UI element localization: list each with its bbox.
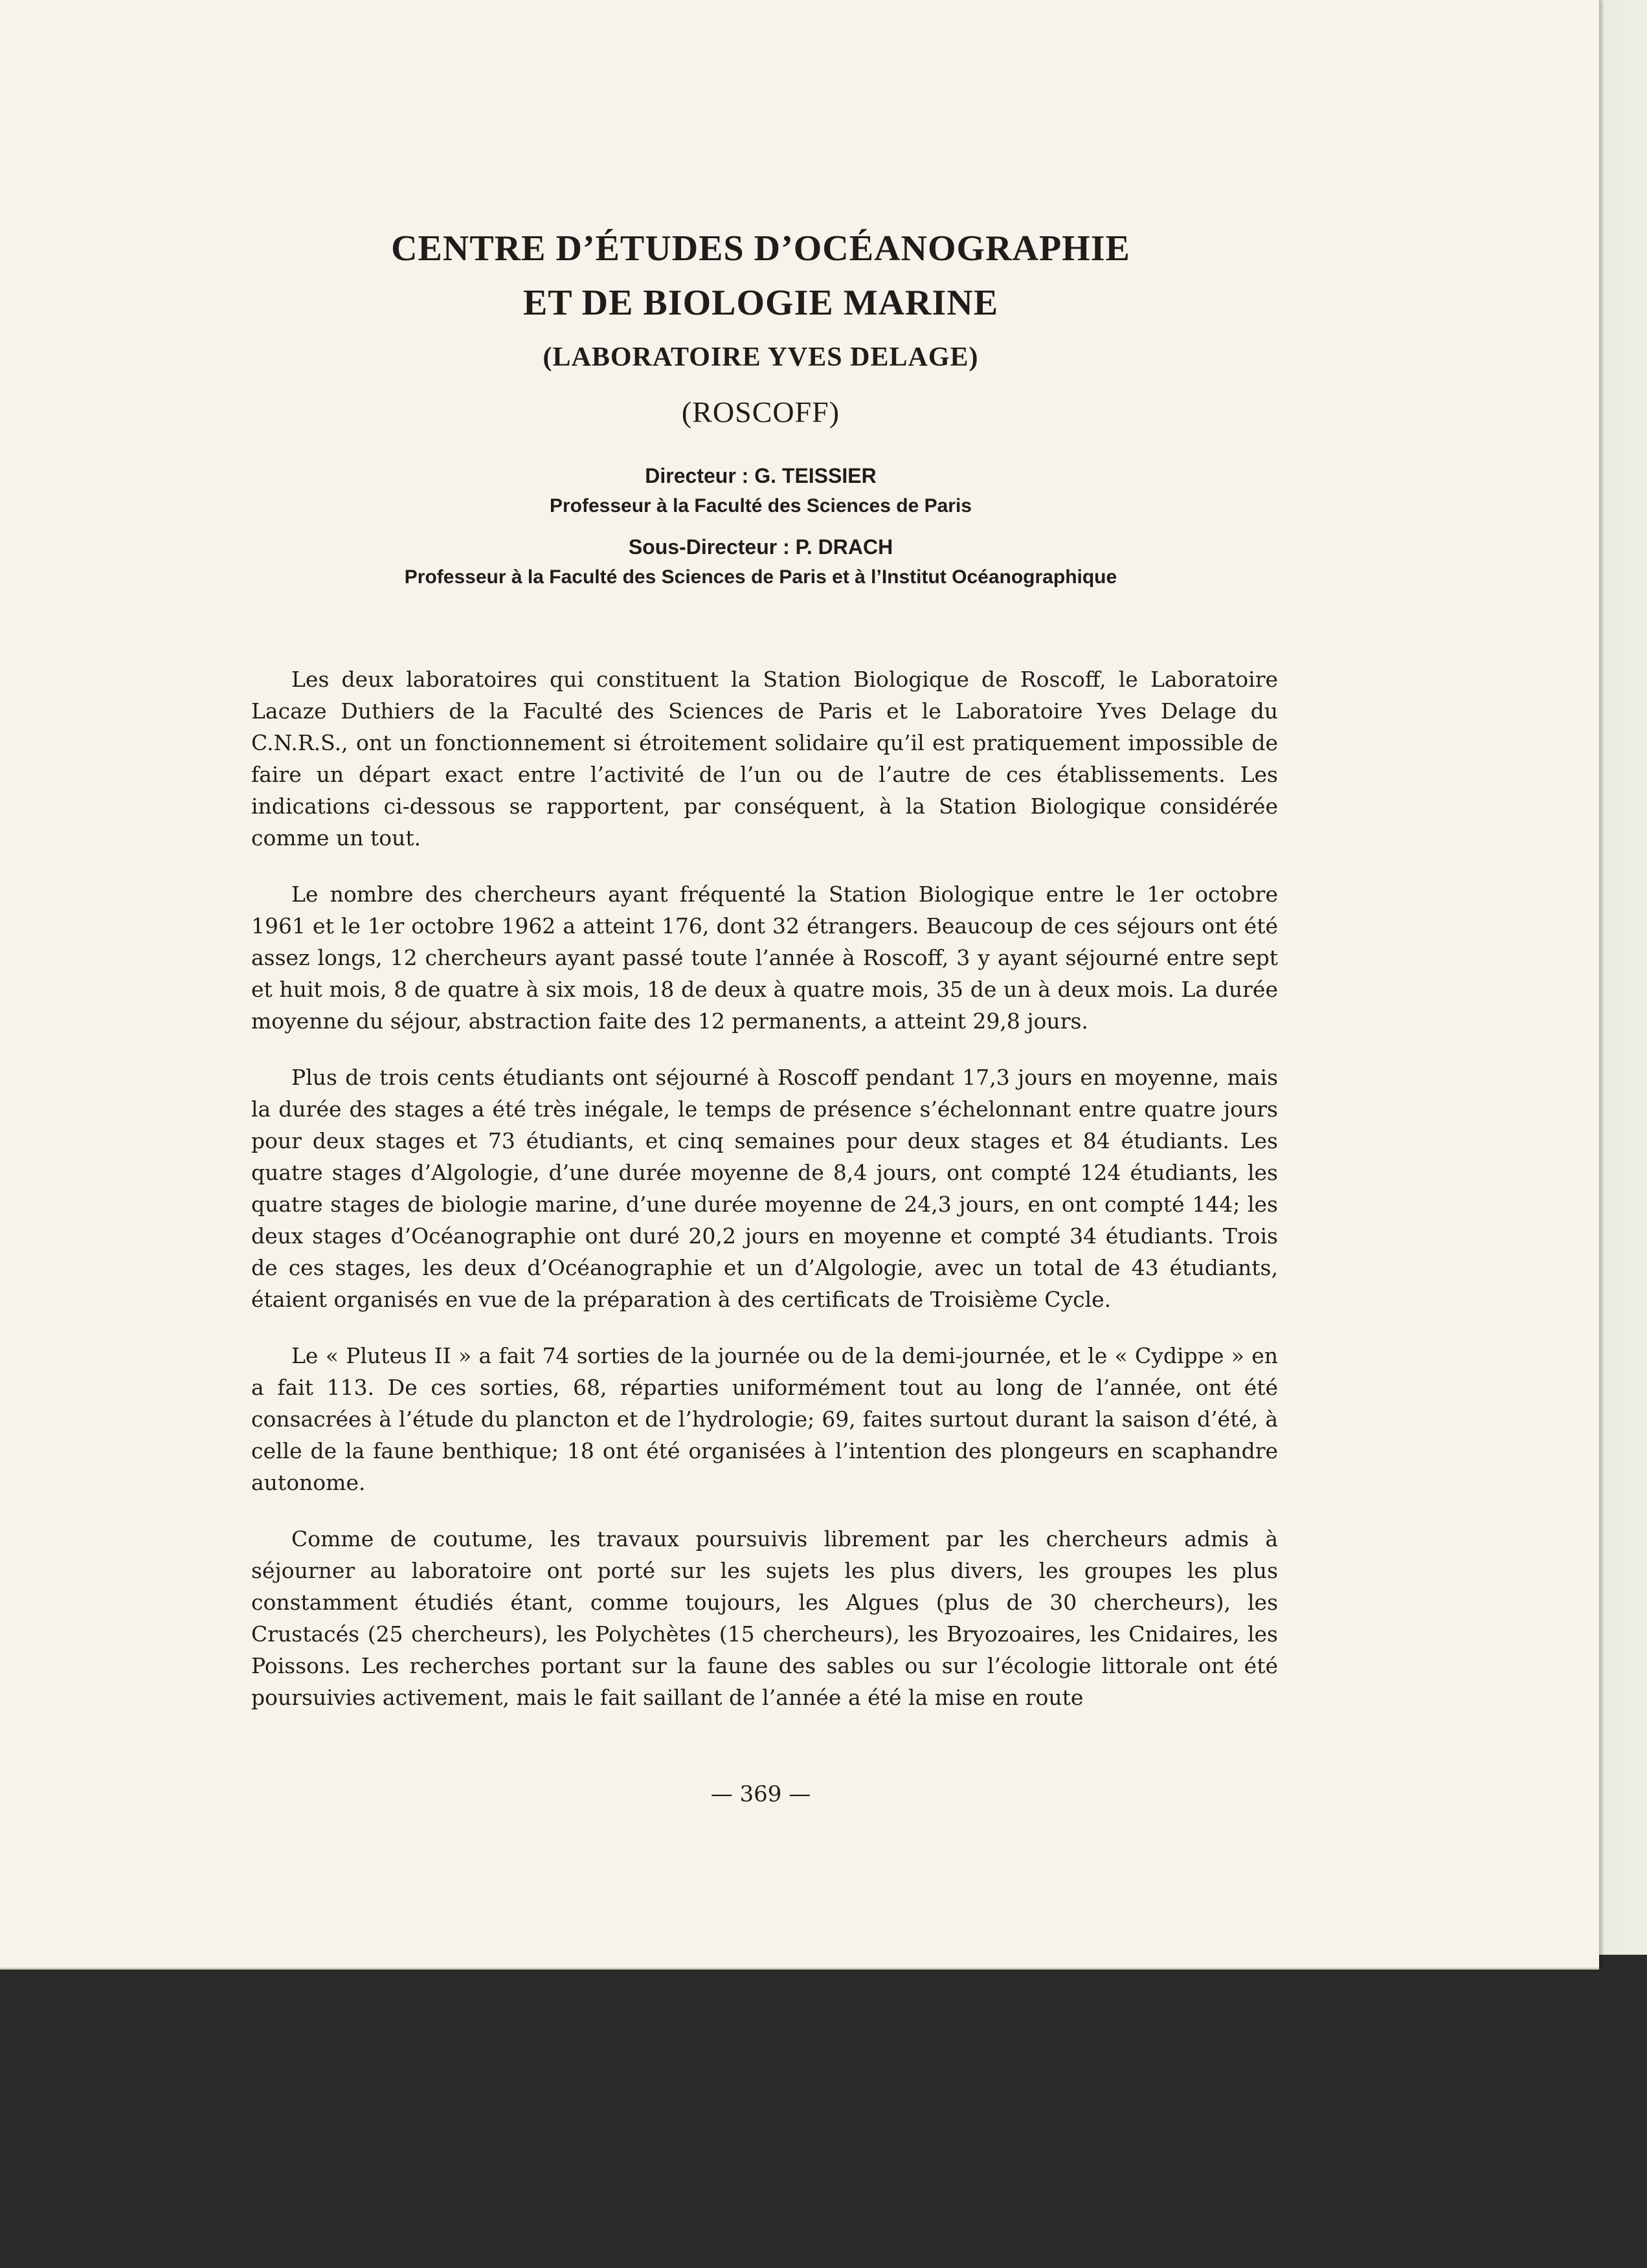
director: Directeur : G. TEISSIER [645,464,877,487]
director-role: Professeur à la Faculté des Sciences de Paris [549,495,972,517]
title-line-1: CENTRE D’ÉTUDES D’OCÉANOGRAPHIE [391,228,1130,269]
location: (ROSCOFF) [681,395,840,428]
subtitle: (LABORATOIRE YVES DELAGE) [543,342,979,372]
paragraph-1: Les deux laboratoires qui constituent la Station Biologique de Roscoff, le Laboratoire Lacaze Duthiers de la Faculté des Sciences de Paris et le Laboratoire Yves Delage du C.N.R.S., ont un fonctionnement si étroitement solidaire qu’il est pratiquement impossible de faire un départ exact entre l’activité de l’un ou de l’autre de ces établissements. Les indications ci-dessous se rapportent, par conséquent, à la Station Biologique considérée comme un tout. [251,667,1278,850]
page-number: — 369 — [710,1781,811,1807]
paragraph-5: Comme de coutume, les travaux poursuivis librement par les chercheurs admis à séjourner au laboratoire ont porté sur les sujets les plus divers, les groupes les plus constamment étudiés étant, comme toujours, les Algues (plus de 30 chercheurs), les Crustacés (25 chercheurs), les Polychètes (15 chercheurs), les Bryozoaires, les Cnidaires, les Poissons. Les recherches portant sur la faune des sables ou sur l’écologie littorale ont été poursuivies activement, mais le fait saillant de l’année a été la mise en route [251,1526,1278,1710]
title-line-2: ET DE BIOLOGIE MARINE [522,283,999,323]
deputy-director-role: Professeur à la Faculté des Sciences de Paris et à l’Institut Océanographique [404,566,1117,588]
deputy-director: Sous-Directeur : P. DRACH [628,535,893,559]
paragraph-4: Le « Pluteus II » a fait 74 sorties de la journée ou de la demi-journée, et le « Cydippe » en a fait 113. De ces sorties, 68, réparties uniformément tout au long de l’année, ont été consacrées à l’étude du plancton et de l’hydrologie; 69, faites surtout durant la saison d’été, à celle de la faune benthique; 18 ont été organisées à l’intention des plongeurs en scaphandre autonome. [251,1343,1278,1495]
next-page-edge [1599,0,1647,1955]
paragraph-2: Le nombre des chercheurs ayant fréquenté la Station Biologique entre le 1er octobre 1961 et le 1er octobre 1962 a atteint 176, dont 32 étrangers. Beaucoup de ces séjours ont été assez longs, 12 chercheurs ayant passé toute l’année à Roscoff, 3 y ayant séjourné entre sept et huit mois, 8 de quatre à six mois, 18 de deux à quatre mois, 35 de un à deux mois. La durée moyenne du séjour, abstraction faite des 12 permanents, a atteint 29,8 jours. [251,882,1278,1034]
body-text [251,663,1278,1738]
paragraph-3: Plus de trois cents étudiants ont séjourné à Roscoff pendant 17,3 jours en moyenne, mais la durée des stages a été très inégale, le temps de présence s’échelonnant entre quatre jours pour deux stages et 73 étudiants, et cinq semaines pour deux stages et 84 étudiants. Les quatre stages d’Algologie, d’une durée moyenne de 8,4 jours, ont compté 124 étudiants, les quatre stages de biologie marine, d’une durée moyenne de 24,3 jours, en ont compté 144; les deux stages d’Océanographie ont duré 20,2 jours en moyenne et compté 34 étudiants. Trois de ces stages, les deux d’Océanographie et un d’Algologie, avec un total de 43 étudiants, étaient organisés en vue de la préparation à des certificats de Troisième Cycle. [251,1065,1278,1312]
